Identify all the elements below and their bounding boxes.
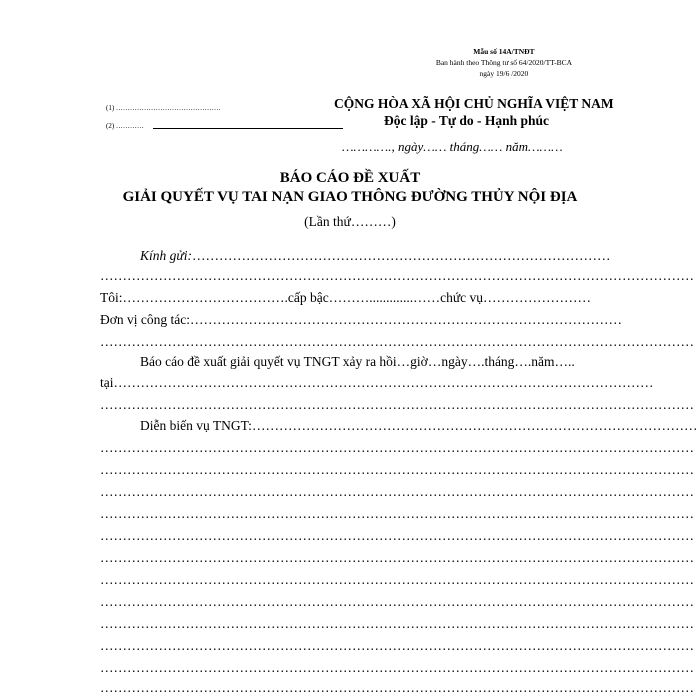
ref2-label: (2) xyxy=(106,122,115,130)
dotted-line: …………………………………………………………………………………………………………………… xyxy=(100,680,694,695)
issued-date: ngày 19/6 /2020 xyxy=(479,69,529,78)
recipient-line xyxy=(140,248,633,268)
dotted-line: …………………………………………………………………………………………………………………… xyxy=(100,462,694,477)
ref-line-1 xyxy=(106,104,221,112)
dotted-line: …………………………………………………………………………………………………………………… xyxy=(100,334,694,349)
place-line: tại………………………………………………………………………………………………………… xyxy=(100,375,654,390)
events-dots: ……………………………………………………………………………………… xyxy=(251,418,698,433)
dotted-line: …………………………………………………………………………………………………………………… xyxy=(100,638,694,653)
national-motto: Độc lập - Tự do - Hạnh phúc xyxy=(384,113,550,128)
report-time-line: Báo cáo đề xuất giải quyết vụ TNGT xảy ra hồi…giờ…ngày….tháng….năm….. xyxy=(140,354,575,369)
unit-line: Đơn vị công tác:…………………………………………………………………………………… xyxy=(100,312,622,327)
ref2-dots: ………… xyxy=(115,122,144,130)
form-code-block xyxy=(436,46,572,79)
report-subtitle: GIẢI QUYẾT VỤ TAI NẠN GIAO THÔNG ĐƯỜNG THỦY NỘI ĐỊA xyxy=(122,189,578,205)
country-name: CỘNG HÒA XÃ HỘI CHỦ NGHĨA VIỆT NAM xyxy=(334,96,614,111)
ref-line-2 xyxy=(106,122,144,130)
dotted-line: …………………………………………………………………………………………………………………… xyxy=(100,572,694,587)
dotted-line: …………………………………………………………………………………………………………………… xyxy=(100,397,694,412)
dotted-line: …………………………………………………………………………………………………………………… xyxy=(100,550,694,565)
events-label: Diễn biến vụ TNGT: xyxy=(140,418,252,433)
dotted-line: …………………………………………………………………………………………………………………… xyxy=(100,660,694,675)
date-line: …………., ngày…… tháng…… năm……… xyxy=(342,139,563,154)
underline-rule xyxy=(153,128,343,129)
issued-by: Ban hành theo Thông tư số 64/2020/TT-BCA xyxy=(435,58,572,67)
ref1-label: (1) xyxy=(106,104,115,112)
ref1-dots: ……………………………………… xyxy=(115,104,221,112)
dotted-line: …………………………………………………………………………………………………………………… xyxy=(100,268,694,283)
dotted-line: …………………………………………………………………………………………………………………… xyxy=(100,440,694,455)
dotted-line: …………………………………………………………………………………………………………………… xyxy=(100,528,694,543)
dotted-line: …………………………………………………………………………………………………………………… xyxy=(100,594,694,609)
dotted-line: …………………………………………………………………………………………………………………… xyxy=(100,484,694,499)
report-turn: (Lần thứ………) xyxy=(304,214,396,229)
recipient-label: Kính gửi: xyxy=(140,248,192,263)
recipient-dots: ………………………………………………………………………………… xyxy=(192,248,611,263)
events-line xyxy=(140,418,698,438)
report-title: BÁO CÁO ĐỀ XUẤT xyxy=(279,170,421,186)
dotted-line: …………………………………………………………………………………………………………………… xyxy=(100,616,694,631)
officer-line: Tôi:……………………………….cấp bậc……….............……chức vụ…………………… xyxy=(100,290,592,305)
dotted-line: …………………………………………………………………………………………………………………… xyxy=(100,506,694,521)
form-code: Mẫu số 14A/TNĐT xyxy=(473,47,535,56)
